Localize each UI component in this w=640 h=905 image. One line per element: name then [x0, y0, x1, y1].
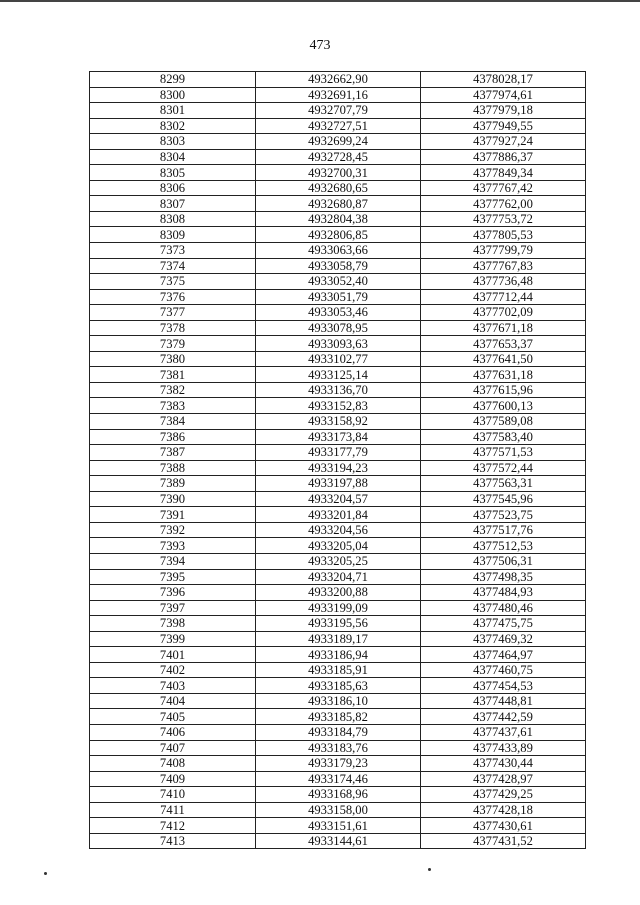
- point-number-cell: 7376: [90, 289, 256, 305]
- point-number-cell: 7395: [90, 569, 256, 585]
- table-row: [90, 165, 586, 181]
- table-row: [90, 771, 586, 787]
- x-coordinate-cell: 4933125,14: [256, 367, 421, 383]
- y-coordinate-cell: 4377428,97: [421, 771, 586, 787]
- point-number-cell: 7380: [90, 351, 256, 367]
- x-coordinate-cell: 4933201,84: [256, 507, 421, 523]
- table-row: [90, 134, 586, 150]
- y-coordinate-cell: 4377460,75: [421, 662, 586, 678]
- point-number-cell: 7388: [90, 460, 256, 476]
- table-row: [90, 118, 586, 134]
- point-number-cell: 7406: [90, 724, 256, 740]
- table-row: [90, 600, 586, 616]
- x-coordinate-cell: 4933194,23: [256, 460, 421, 476]
- table-row: [90, 180, 586, 196]
- point-number-cell: 7404: [90, 693, 256, 709]
- table-row: [90, 429, 586, 445]
- y-coordinate-cell: 4377469,32: [421, 631, 586, 647]
- x-coordinate-cell: 4932680,65: [256, 180, 421, 196]
- table-row: [90, 196, 586, 212]
- point-number-cell: 8308: [90, 211, 256, 227]
- point-number-cell: 7394: [90, 553, 256, 569]
- y-coordinate-cell: 4377517,76: [421, 522, 586, 538]
- y-coordinate-cell: 4377431,52: [421, 833, 586, 849]
- point-number-cell: 7411: [90, 802, 256, 818]
- point-number-cell: 7399: [90, 631, 256, 647]
- point-number-cell: 7377: [90, 305, 256, 321]
- y-coordinate-cell: 4377429,25: [421, 787, 586, 803]
- x-coordinate-cell: 4933189,17: [256, 631, 421, 647]
- page-number: 473: [309, 38, 331, 53]
- x-coordinate-cell: 4933158,92: [256, 414, 421, 430]
- y-coordinate-cell: 4377498,35: [421, 569, 586, 585]
- x-coordinate-cell: 4933185,82: [256, 709, 421, 725]
- x-coordinate-cell: 4932707,79: [256, 103, 421, 119]
- point-number-cell: 7381: [90, 367, 256, 383]
- x-coordinate-cell: 4933204,56: [256, 522, 421, 538]
- table-row: [90, 336, 586, 352]
- point-number-cell: 7373: [90, 243, 256, 259]
- x-coordinate-cell: 4932680,87: [256, 196, 421, 212]
- coordinates-table: [89, 71, 586, 849]
- x-coordinate-cell: 4933184,79: [256, 724, 421, 740]
- x-coordinate-cell: 4933174,46: [256, 771, 421, 787]
- x-coordinate-cell: 4933197,88: [256, 476, 421, 492]
- point-number-cell: 7391: [90, 507, 256, 523]
- point-number-cell: 8307: [90, 196, 256, 212]
- y-coordinate-cell: 4377949,55: [421, 118, 586, 134]
- point-number-cell: 8306: [90, 180, 256, 196]
- y-coordinate-cell: 4377671,18: [421, 320, 586, 336]
- table-row: [90, 709, 586, 725]
- x-coordinate-cell: 4933183,76: [256, 740, 421, 756]
- table-row: [90, 227, 586, 243]
- y-coordinate-cell: 4377762,00: [421, 196, 586, 212]
- y-coordinate-cell: 4377712,44: [421, 289, 586, 305]
- point-number-cell: 8309: [90, 227, 256, 243]
- y-coordinate-cell: 4378028,17: [421, 72, 586, 88]
- x-coordinate-cell: 4933102,77: [256, 351, 421, 367]
- y-coordinate-cell: 4377433,89: [421, 740, 586, 756]
- x-coordinate-cell: 4933168,96: [256, 787, 421, 803]
- y-coordinate-cell: 4377563,31: [421, 476, 586, 492]
- table-row: [90, 585, 586, 601]
- point-number-cell: 7403: [90, 678, 256, 694]
- point-number-cell: 7405: [90, 709, 256, 725]
- scan-dot-mark: [428, 868, 431, 871]
- y-coordinate-cell: 4377805,53: [421, 227, 586, 243]
- y-coordinate-cell: 4377849,34: [421, 165, 586, 181]
- y-coordinate-cell: 4377454,53: [421, 678, 586, 694]
- point-number-cell: 7408: [90, 756, 256, 772]
- table-row: [90, 367, 586, 383]
- y-coordinate-cell: 4377615,96: [421, 382, 586, 398]
- x-coordinate-cell: 4933093,63: [256, 336, 421, 352]
- x-coordinate-cell: 4933205,25: [256, 553, 421, 569]
- scan-dot-mark: [44, 872, 47, 875]
- point-number-cell: 7398: [90, 616, 256, 632]
- y-coordinate-cell: 4377475,75: [421, 616, 586, 632]
- y-coordinate-cell: 4377753,72: [421, 211, 586, 227]
- table-row: [90, 414, 586, 430]
- y-coordinate-cell: 4377523,75: [421, 507, 586, 523]
- x-coordinate-cell: 4933179,23: [256, 756, 421, 772]
- table-row: [90, 802, 586, 818]
- x-coordinate-cell: 4933173,84: [256, 429, 421, 445]
- table-row: [90, 662, 586, 678]
- point-number-cell: 8304: [90, 149, 256, 165]
- x-coordinate-cell: 4933204,71: [256, 569, 421, 585]
- y-coordinate-cell: 4377736,48: [421, 274, 586, 290]
- x-coordinate-cell: 4933195,56: [256, 616, 421, 632]
- point-number-cell: 7397: [90, 600, 256, 616]
- point-number-cell: 8301: [90, 103, 256, 119]
- point-number-cell: 7384: [90, 414, 256, 430]
- table-row: [90, 274, 586, 290]
- y-coordinate-cell: 4377653,37: [421, 336, 586, 352]
- x-coordinate-cell: 4933200,88: [256, 585, 421, 601]
- table-row: [90, 476, 586, 492]
- y-coordinate-cell: 4377506,31: [421, 553, 586, 569]
- point-number-cell: 8303: [90, 134, 256, 150]
- y-coordinate-cell: 4377428,18: [421, 802, 586, 818]
- y-coordinate-cell: 4377484,93: [421, 585, 586, 601]
- point-number-cell: 7379: [90, 336, 256, 352]
- table-row: [90, 445, 586, 461]
- table-row: [90, 522, 586, 538]
- x-coordinate-cell: 4932662,90: [256, 72, 421, 88]
- point-number-cell: 7383: [90, 398, 256, 414]
- table-row: [90, 631, 586, 647]
- y-coordinate-cell: 4377480,46: [421, 600, 586, 616]
- point-number-cell: 7389: [90, 476, 256, 492]
- point-number-cell: 7407: [90, 740, 256, 756]
- y-coordinate-cell: 4377437,61: [421, 724, 586, 740]
- y-coordinate-cell: 4377767,42: [421, 180, 586, 196]
- x-coordinate-cell: 4933185,63: [256, 678, 421, 694]
- point-number-cell: 7401: [90, 647, 256, 663]
- x-coordinate-cell: 4933052,40: [256, 274, 421, 290]
- y-coordinate-cell: 4377430,61: [421, 818, 586, 834]
- y-coordinate-cell: 4377799,79: [421, 243, 586, 259]
- y-coordinate-cell: 4377600,13: [421, 398, 586, 414]
- x-coordinate-cell: 4932700,31: [256, 165, 421, 181]
- table-row: [90, 647, 586, 663]
- table-row: [90, 258, 586, 274]
- table-row: [90, 211, 586, 227]
- table-row: [90, 351, 586, 367]
- point-number-cell: 8302: [90, 118, 256, 134]
- x-coordinate-cell: 4933053,46: [256, 305, 421, 321]
- point-number-cell: 7386: [90, 429, 256, 445]
- table-row: [90, 553, 586, 569]
- x-coordinate-cell: 4933199,09: [256, 600, 421, 616]
- y-coordinate-cell: 4377974,61: [421, 87, 586, 103]
- point-number-cell: 7375: [90, 274, 256, 290]
- table-row: [90, 678, 586, 694]
- x-coordinate-cell: 4932728,45: [256, 149, 421, 165]
- point-number-cell: 7402: [90, 662, 256, 678]
- point-number-cell: 7390: [90, 491, 256, 507]
- y-coordinate-cell: 4377641,50: [421, 351, 586, 367]
- point-number-cell: 7387: [90, 445, 256, 461]
- point-number-cell: 7374: [90, 258, 256, 274]
- table-row: [90, 724, 586, 740]
- x-coordinate-cell: 4933177,79: [256, 445, 421, 461]
- x-coordinate-cell: 4933063,66: [256, 243, 421, 259]
- table-row: [90, 569, 586, 585]
- point-number-cell: 7392: [90, 522, 256, 538]
- table-row: [90, 460, 586, 476]
- x-coordinate-cell: 4932804,38: [256, 211, 421, 227]
- top-border-line: [0, 0, 640, 2]
- y-coordinate-cell: 4377927,24: [421, 134, 586, 150]
- point-number-cell: 7410: [90, 787, 256, 803]
- x-coordinate-cell: 4933186,10: [256, 693, 421, 709]
- x-coordinate-cell: 4933186,94: [256, 647, 421, 663]
- point-number-cell: 7412: [90, 818, 256, 834]
- point-number-cell: 7413: [90, 833, 256, 849]
- table-row: [90, 507, 586, 523]
- y-coordinate-cell: 4377589,08: [421, 414, 586, 430]
- point-number-cell: 8300: [90, 87, 256, 103]
- y-coordinate-cell: 4377430,44: [421, 756, 586, 772]
- y-coordinate-cell: 4377979,18: [421, 103, 586, 119]
- point-number-cell: 7393: [90, 538, 256, 554]
- point-number-cell: 7396: [90, 585, 256, 601]
- table-row: [90, 833, 586, 849]
- y-coordinate-cell: 4377464,97: [421, 647, 586, 663]
- table-row: [90, 305, 586, 321]
- y-coordinate-cell: 4377572,44: [421, 460, 586, 476]
- x-coordinate-cell: 4933136,70: [256, 382, 421, 398]
- x-coordinate-cell: 4932806,85: [256, 227, 421, 243]
- y-coordinate-cell: 4377442,59: [421, 709, 586, 725]
- point-number-cell: 7409: [90, 771, 256, 787]
- table-row: [90, 693, 586, 709]
- x-coordinate-cell: 4933152,83: [256, 398, 421, 414]
- y-coordinate-cell: 4377571,53: [421, 445, 586, 461]
- table-row: [90, 818, 586, 834]
- table-row: [90, 243, 586, 259]
- table-row: [90, 538, 586, 554]
- table-row: [90, 398, 586, 414]
- x-coordinate-cell: 4933158,00: [256, 802, 421, 818]
- table-row: [90, 289, 586, 305]
- y-coordinate-cell: 4377545,96: [421, 491, 586, 507]
- y-coordinate-cell: 4377886,37: [421, 149, 586, 165]
- x-coordinate-cell: 4932699,24: [256, 134, 421, 150]
- y-coordinate-cell: 4377583,40: [421, 429, 586, 445]
- y-coordinate-cell: 4377512,53: [421, 538, 586, 554]
- table-row: [90, 740, 586, 756]
- x-coordinate-cell: 4933058,79: [256, 258, 421, 274]
- y-coordinate-cell: 4377448,81: [421, 693, 586, 709]
- x-coordinate-cell: 4932727,51: [256, 118, 421, 134]
- x-coordinate-cell: 4932691,16: [256, 87, 421, 103]
- x-coordinate-cell: 4933185,91: [256, 662, 421, 678]
- y-coordinate-cell: 4377631,18: [421, 367, 586, 383]
- x-coordinate-cell: 4933205,04: [256, 538, 421, 554]
- table-row: [90, 87, 586, 103]
- table-row: [90, 756, 586, 772]
- x-coordinate-cell: 4933204,57: [256, 491, 421, 507]
- point-number-cell: 7378: [90, 320, 256, 336]
- x-coordinate-cell: 4933078,95: [256, 320, 421, 336]
- y-coordinate-cell: 4377702,09: [421, 305, 586, 321]
- table-row: [90, 382, 586, 398]
- table-row: [90, 491, 586, 507]
- y-coordinate-cell: 4377767,83: [421, 258, 586, 274]
- table-row: [90, 72, 586, 88]
- coordinates-table-body: [90, 72, 586, 849]
- point-number-cell: 8299: [90, 72, 256, 88]
- table-row: [90, 103, 586, 119]
- x-coordinate-cell: 4933144,61: [256, 833, 421, 849]
- table-row: [90, 149, 586, 165]
- table-row: [90, 320, 586, 336]
- point-number-cell: 8305: [90, 165, 256, 181]
- point-number-cell: 7382: [90, 382, 256, 398]
- table-row: [90, 616, 586, 632]
- table-row: [90, 787, 586, 803]
- x-coordinate-cell: 4933051,79: [256, 289, 421, 305]
- x-coordinate-cell: 4933151,61: [256, 818, 421, 834]
